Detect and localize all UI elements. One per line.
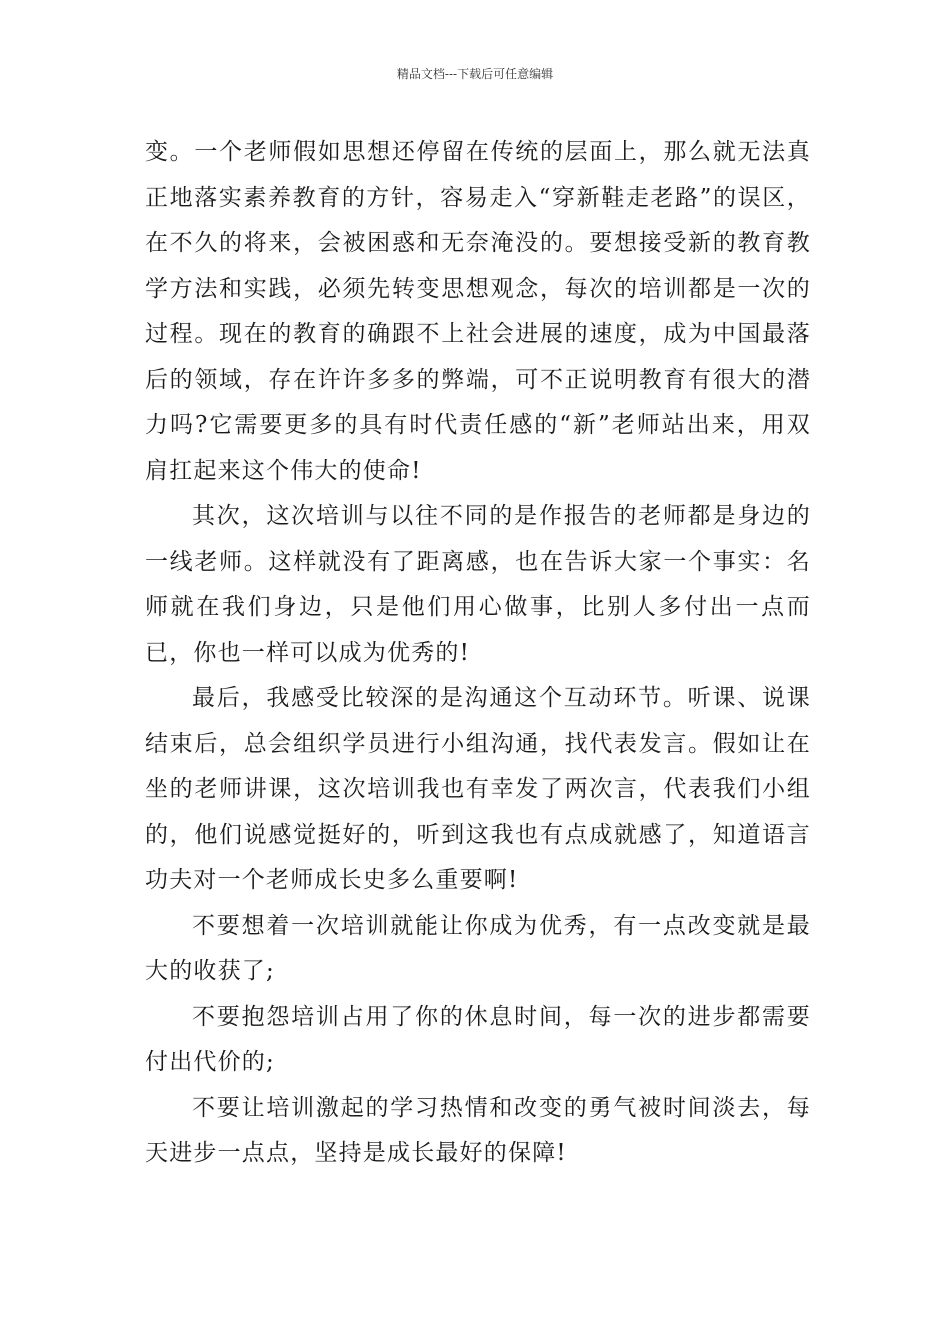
paragraph: 不要抱怨培训占用了你的休息时间，每一次的进步都需要付出代价的; [145, 1003, 811, 1075]
paragraph: 其次，这次培训与以往不同的是作报告的老师都是身边的一线老师。这样就没有了距离感，也在告诉大家一个事实：名师就在我们身边，只是他们用心做事，比别人多付出一点而已，你也一样可以成为优秀的! [145, 503, 811, 666]
paragraph: 不要想着一次培训就能让你成为优秀，有一点改变就是最大的收获了; [145, 912, 811, 984]
paragraph: 不要让培训激起的学习热情和改变的勇气被时间淡去，每天进步一点点，坚持是成长最好的保障! [145, 1094, 811, 1166]
paragraph-continued: 变。一个老师假如思想还停留在传统的层面上，那么就无法真正地落实素养教育的方针，容易走入“穿新鞋走老路”的误区，在不久的将来，会被困惑和无奈淹没的。要想接受新的教育教学方法和实践，必须先转变思想观念，每次的培训都是一次的过程。现在的教育的确跟不上社会进展的速度，成为中国最落后的领域，存在许许多多的弊端，可不正说明教育有很大的潜力吗?它需要更多的具有时代责任感的“新”老师站出来，用双肩扛起来这个伟大的使命! [145, 139, 811, 484]
paragraph: 最后，我感受比较深的是沟通这个互动环节。听课、说课结束后，总会组织学员进行小组沟通，找代表发言。假如让在坐的老师讲课，这次培训我也有幸发了两次言，代表我们小组的，他们说感觉挺好的，听到这我也有点成就感了，知道语言功夫对一个老师成长史多么重要啊! [145, 685, 811, 893]
document-body [145, 130, 811, 1177]
page-header: 精品文档---下载后可任意编辑 [396, 67, 554, 81]
